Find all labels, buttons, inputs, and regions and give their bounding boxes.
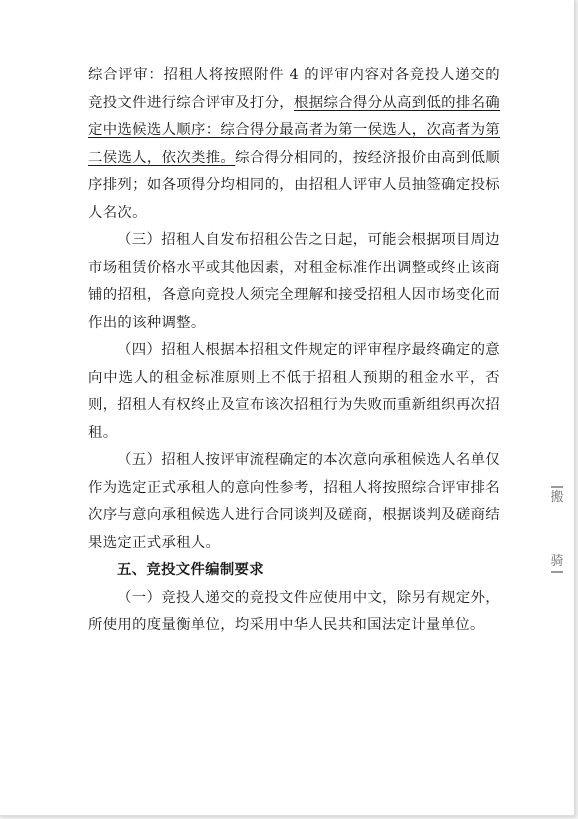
evaluation-underlined-text: 根据综合得分从高到低的排名确定中选候选人顺序：综合得分最高者为第一侯选人，次高者为第二侯选人，依次类推。 [88,94,501,166]
stamp-bar-top [551,486,563,488]
evaluation-text-end: 综合得分相同的，按经济报价由高到低顺序排列；如各项得分均相同的，由招租人评审人员抽签确定投标人名次。 [88,149,500,221]
margin-stamp-top [548,484,566,505]
document-body [88,62,500,640]
paragraph-evaluation [88,62,500,227]
paragraph-3: （三）招租人自发布招租公告之日起，可能会根据项目周边市场租赁价格水平或其他因素，对租金标准作出调整或终止该商铺的招租，各意向竞投人须完全理解和接受招租人因市场变化而作出的该种调整。 [88,232,500,331]
evaluation-text-start: 综合评审：招租人将按照附件 4 的评审内容对各竞投人递交的竞投文件进行综合评审及打分， [88,67,500,111]
paragraph-5-1: （一）竞投人递交的竞投文件应使用中文，除另有规定外，所使用的度量衡单位，均采用中华人民共和国法定计量单位。 [88,589,500,633]
margin-stamp-top-text: 搬 [550,490,564,505]
margin-stamp-bottom-text: 骑 [550,554,564,569]
stamp-bar-bottom [551,571,563,573]
margin-stamp-bottom [548,554,566,575]
paragraph-4: （四）招租人根据本招租文件规定的评审程序最终确定的意向中选人的租金标准原则上不低于招租人预期的租金水平，否则，招租人有权终止及宣布该次招租行为失败而重新组织再次招租。 [88,342,500,441]
paragraph-5: （五）招租人按评审流程确定的本次意向承租候选人名单仅作为选定正式承租人的意向性参考，招租人将按照综合评审排名次序与意向承租候选人进行合同谈判及磋商，根据谈判及磋商结果选定正式承租人。 [88,452,500,551]
section-heading-5: 五、竞投文件编制要求 [117,562,264,578]
